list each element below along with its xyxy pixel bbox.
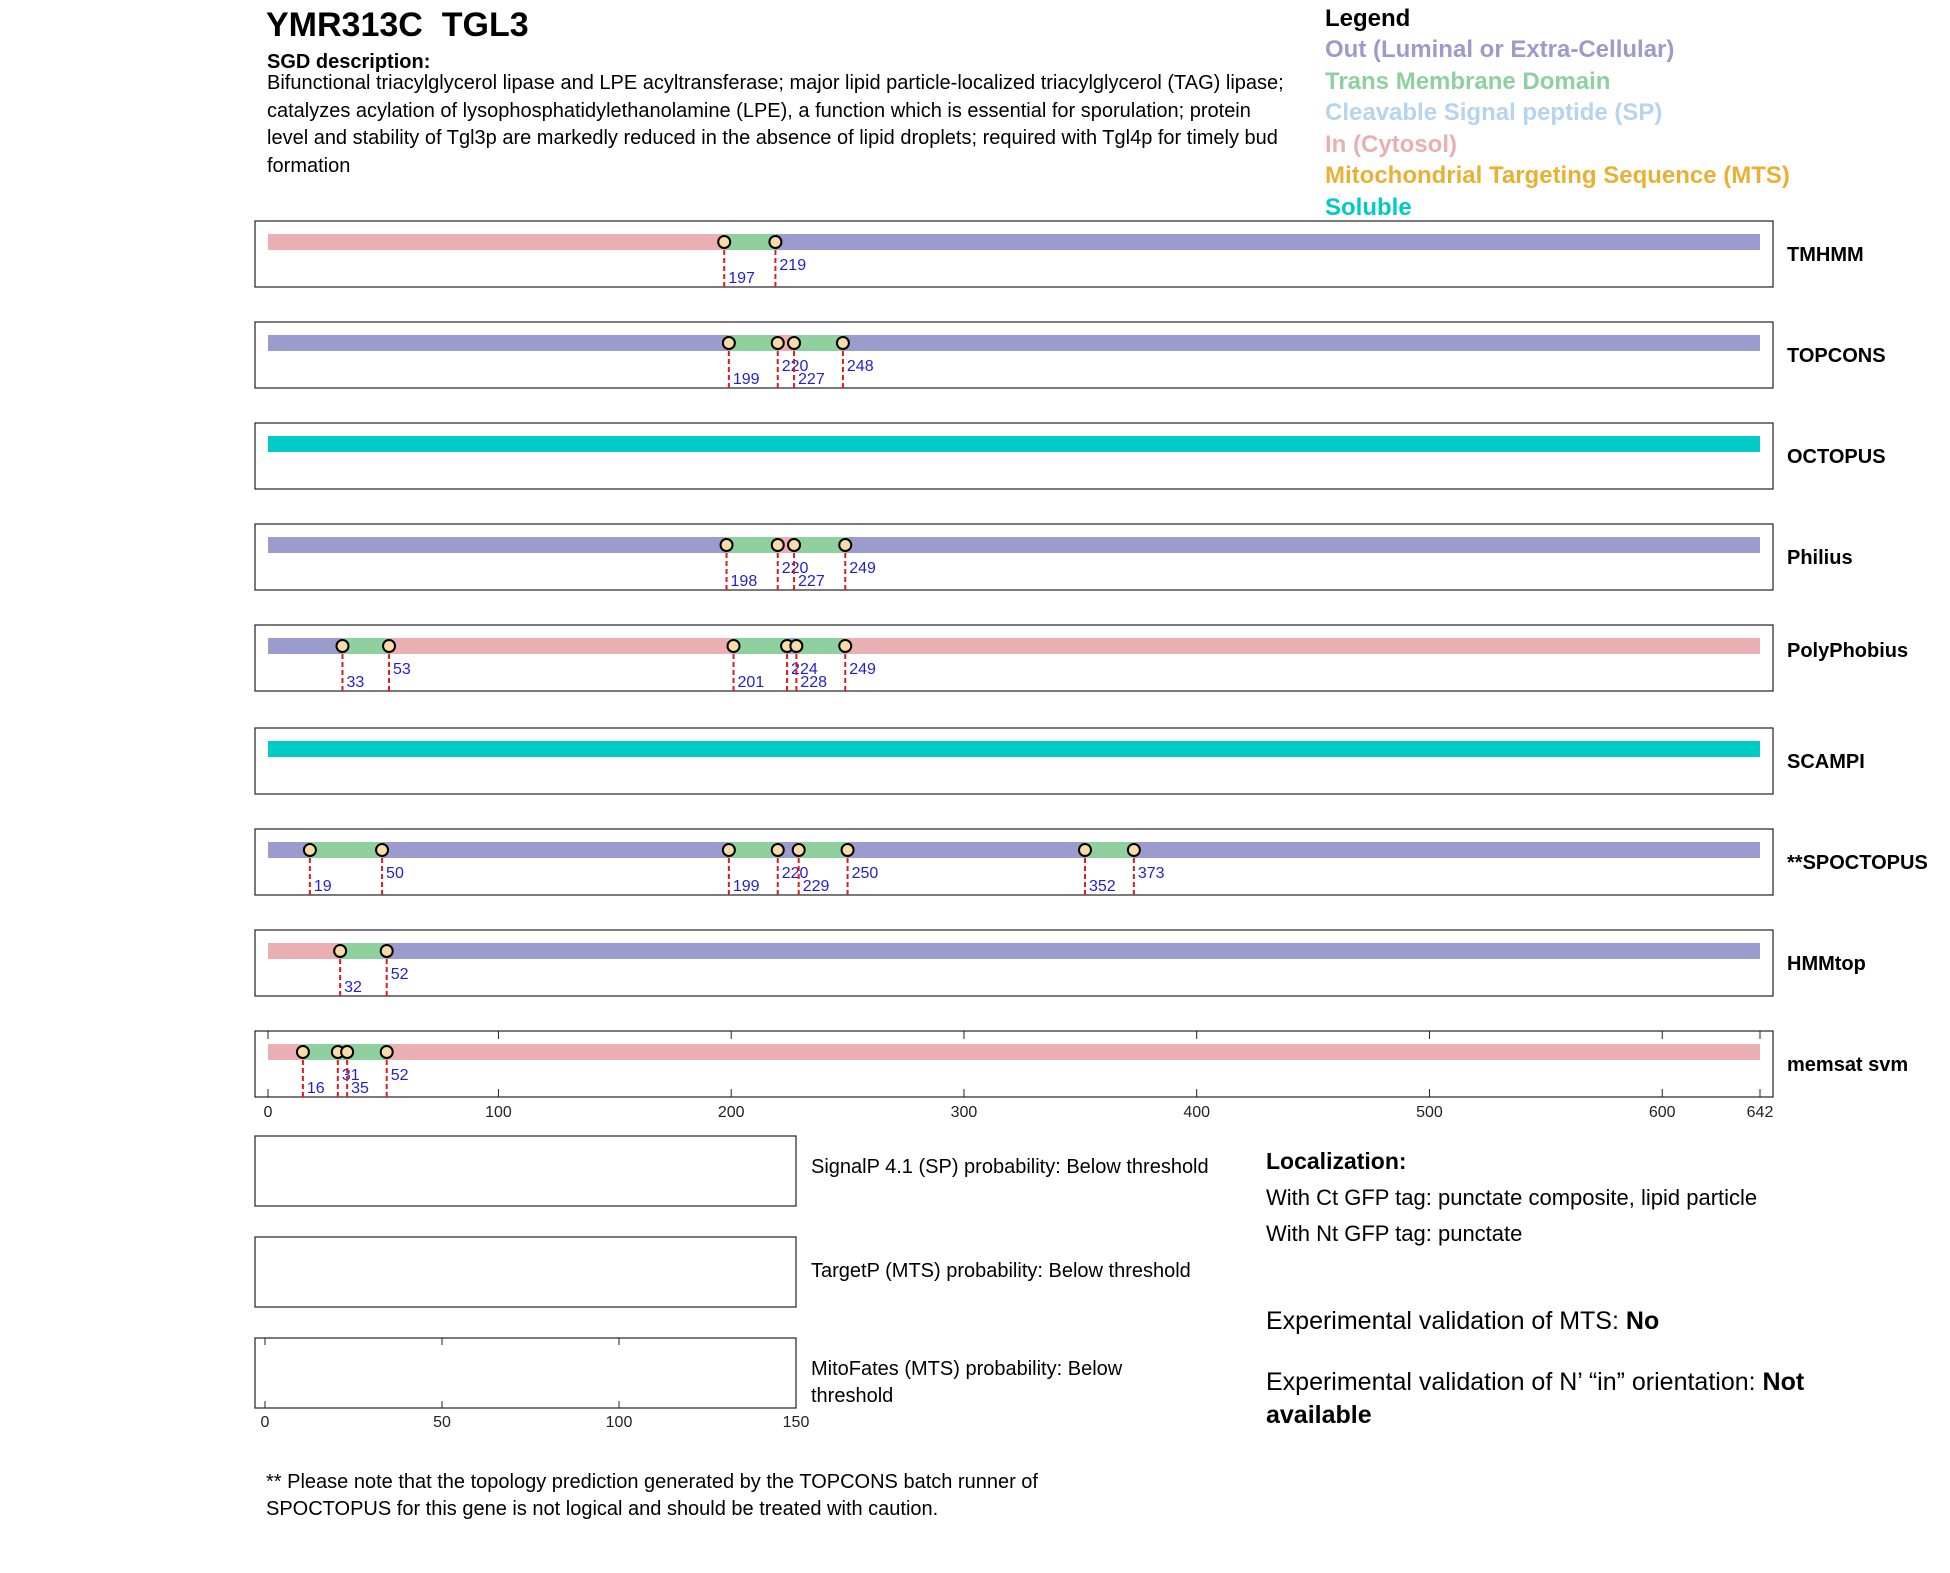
track-frame — [255, 322, 1773, 388]
mts-validation — [1266, 1307, 1659, 1336]
topology-segment-tm — [794, 335, 843, 351]
topology-segment-tm — [729, 842, 778, 858]
probability-frame — [255, 1338, 796, 1408]
gene-title: YMR313C TGL3 — [266, 6, 529, 44]
topology-segment-out — [848, 842, 1085, 858]
track-label: SCAMPI — [1787, 751, 1865, 773]
topology-segment-tm — [310, 842, 382, 858]
topology-segment-out — [268, 537, 727, 553]
legend-item-sp: Cleavable Signal peptide (SP) — [1325, 99, 1663, 126]
boundary-label: 50 — [386, 865, 404, 882]
x-tick-label: 642 — [1746, 1104, 1774, 1121]
boundary-label: 52 — [390, 966, 409, 983]
probability-panel — [255, 1136, 1209, 1206]
topology-segment-out — [387, 943, 1760, 959]
boundary-label: 32 — [344, 979, 362, 996]
boundary-label: 220 — [781, 865, 809, 882]
mts-validation-value: No — [1625, 1307, 1660, 1335]
probability-label: MitoFates (MTS) probability: Below — [811, 1358, 1123, 1380]
track-label: TMHMM — [1787, 244, 1864, 266]
boundary-marker — [341, 1046, 353, 1058]
boundary-label: 199 — [732, 371, 760, 388]
boundary-label: 16 — [306, 1080, 325, 1097]
boundary-label: 227 — [798, 371, 825, 388]
boundary-label: 219 — [779, 257, 807, 274]
n-in-validation-label: Experimental validation of N’ “in” orientation: — [1266, 1368, 1763, 1396]
topology-segment-out — [1134, 842, 1760, 858]
boundary-marker — [381, 1046, 393, 1058]
probability-label: threshold — [811, 1385, 894, 1407]
topology-segment-tm — [796, 638, 845, 654]
track-hmmtop — [255, 930, 1866, 996]
topology-segment-tm — [734, 638, 788, 654]
topology-segment-soluble — [268, 741, 1760, 757]
boundary-marker — [788, 539, 800, 551]
track-frame — [255, 829, 1773, 895]
boundary-marker — [769, 236, 781, 248]
boundary-label: 220 — [781, 358, 809, 375]
probability-label: SignalP 4.1 (SP) probability: Below threshold — [811, 1156, 1209, 1178]
legend-item-mts: Mitochondrial Targeting Sequence (MTS) — [1325, 162, 1790, 189]
track-spoctopus — [255, 829, 1928, 895]
legend-item-in: In (Cytosol) — [1325, 130, 1457, 158]
boundary-label: 33 — [346, 674, 365, 691]
boundary-marker — [723, 337, 735, 349]
topology-segment-out — [843, 335, 1760, 351]
track-label: Philius — [1787, 547, 1853, 569]
probability-frame — [255, 1237, 796, 1307]
boundary-marker — [839, 539, 851, 551]
topology-segment-in — [389, 638, 733, 654]
x-tick-label: 500 — [1416, 1104, 1443, 1121]
x-tick-label: 300 — [950, 1104, 978, 1121]
track-label: TOPCONS — [1787, 345, 1886, 367]
x-tick-label: 0 — [260, 1414, 270, 1431]
track-philius — [255, 524, 1853, 590]
track-label: OCTOPUS — [1787, 446, 1886, 468]
boundary-marker — [1128, 844, 1140, 856]
boundary-marker — [376, 844, 388, 856]
boundary-marker — [383, 640, 395, 652]
localization-block — [1266, 1148, 1757, 1247]
x-tick-label: 150 — [782, 1414, 810, 1431]
track-topcons — [255, 322, 1886, 388]
boundary-marker — [842, 844, 854, 856]
boundary-label: 52 — [390, 1067, 409, 1084]
boundary-label: 198 — [730, 573, 758, 590]
boundary-marker — [718, 236, 730, 248]
boundary-label: 35 — [351, 1080, 369, 1097]
boundary-marker — [381, 945, 393, 957]
boundary-marker — [1079, 844, 1091, 856]
boundary-marker — [772, 844, 784, 856]
track-memsatsvm — [255, 1031, 1908, 1097]
topology-segment-tm — [727, 537, 778, 553]
legend-title: Legend — [1325, 5, 1411, 32]
legend-item-soluble: Soluble — [1325, 193, 1412, 221]
track-tmhmm — [255, 221, 1864, 287]
boundary-marker — [336, 640, 348, 652]
track-frame — [255, 1031, 1773, 1097]
x-tick-label: 100 — [605, 1414, 633, 1431]
boundary-marker — [788, 337, 800, 349]
topology-segment-tm — [1085, 842, 1134, 858]
topology-segment-out — [382, 842, 729, 858]
boundary-label: 220 — [781, 560, 809, 577]
boundary-label: 250 — [851, 865, 879, 882]
boundary-label: 227 — [798, 573, 825, 590]
localization-nt: With Nt GFP tag: punctate — [1266, 1221, 1523, 1246]
track-label: **SPOCTOPUS — [1787, 852, 1928, 874]
track-octopus — [255, 423, 1886, 489]
boundary-marker — [837, 337, 849, 349]
boundary-label: 53 — [393, 661, 411, 678]
boundary-marker — [728, 640, 740, 652]
topology-segment-in — [387, 1044, 1760, 1060]
sgd-description-text: Bifunctional triacylglycerol lipase and LPE acyltransferase; major lipid particle-localized triacylglycerol (TAG) lipase; catalyzes acylation of lysophosphatidylethanolamine (LPE), a function which is essential for sporulation; protein level and stability of Tgl3p are markedly reduced in the absence of lipid droplets; required with Tgl4p for timely bud formation — [267, 72, 1284, 177]
boundary-label: 229 — [802, 878, 830, 895]
boundary-marker — [772, 539, 784, 551]
boundary-marker — [297, 1046, 309, 1058]
topology-segment-out — [268, 638, 342, 654]
boundary-label: 352 — [1088, 878, 1116, 895]
boundary-label: 19 — [313, 878, 332, 895]
topology-segment-out — [845, 537, 1760, 553]
track-frame — [255, 524, 1773, 590]
boundary-label: 248 — [846, 358, 874, 375]
topology-segment-out — [268, 335, 729, 351]
localization-ct: With Ct GFP tag: punctate composite, lipid particle — [1266, 1185, 1758, 1210]
legend-item-out: Out (Luminal or Extra-Cellular) — [1325, 36, 1675, 63]
boundary-marker — [723, 844, 735, 856]
boundary-label: 224 — [791, 661, 818, 678]
probability-frame — [255, 1136, 796, 1206]
boundary-label: 373 — [1137, 865, 1165, 882]
topology-segment-soluble — [268, 436, 1760, 452]
boundary-label: 197 — [728, 270, 755, 287]
probability-label: TargetP (MTS) probability: Below threshold — [811, 1260, 1191, 1282]
topology-segment-tm — [724, 234, 775, 250]
legend-item-tm: Trans Membrane Domain — [1325, 67, 1611, 95]
track-scampi — [255, 728, 1865, 794]
track-frame — [255, 728, 1773, 794]
topology-segment-out — [775, 234, 1760, 250]
probability-panel — [255, 1338, 1123, 1408]
mts-validation-label: Experimental validation of MTS: — [1266, 1307, 1626, 1335]
track-label: PolyPhobius — [1787, 640, 1909, 662]
boundary-label: 201 — [737, 674, 765, 691]
boundary-marker — [790, 640, 802, 652]
x-tick-label: 100 — [485, 1104, 512, 1121]
boundary-marker — [334, 945, 346, 957]
probability-panel — [255, 1237, 1191, 1307]
n-in-validation — [1266, 1366, 1866, 1432]
boundary-label: 249 — [849, 661, 876, 678]
boundary-marker — [721, 539, 733, 551]
topology-segment-in — [268, 234, 724, 250]
track-frame — [255, 221, 1773, 287]
sgd-description-label: SGD description: — [267, 51, 431, 73]
topology-segment-in — [845, 638, 1760, 654]
boundary-marker — [793, 844, 805, 856]
boundary-marker — [772, 337, 784, 349]
boundary-marker — [304, 844, 316, 856]
x-tick-label: 0 — [263, 1104, 273, 1121]
footnote: ** Please note that the topology prediction generated by the TOPCONS batch runner of SPOCTOPUS for this gene is not logical and should be treated with caution. — [266, 1471, 1038, 1520]
track-polyphobius — [255, 625, 1908, 691]
track-label: HMMtop — [1787, 953, 1866, 975]
x-tick-label: 400 — [1183, 1104, 1211, 1121]
n-in-validation-value: Not available — [1266, 1368, 1805, 1429]
boundary-label: 199 — [732, 878, 760, 895]
x-tick-label: 50 — [433, 1414, 451, 1431]
track-label: memsat svm — [1787, 1054, 1909, 1076]
localization-title: Localization: — [1266, 1148, 1407, 1174]
boundary-label: 31 — [341, 1067, 360, 1084]
boundary-label: 249 — [849, 560, 876, 577]
boundary-label: 228 — [800, 674, 828, 691]
boundary-marker — [839, 640, 851, 652]
topology-segment-tm — [794, 537, 845, 553]
track-frame — [255, 625, 1773, 691]
track-frame — [255, 930, 1773, 996]
x-tick-label: 200 — [717, 1104, 745, 1121]
topology-segment-in — [268, 943, 340, 959]
topology-segment-tm — [799, 842, 848, 858]
x-tick-label: 600 — [1648, 1104, 1676, 1121]
topology-segment-tm — [729, 335, 778, 351]
track-frame — [255, 423, 1773, 489]
